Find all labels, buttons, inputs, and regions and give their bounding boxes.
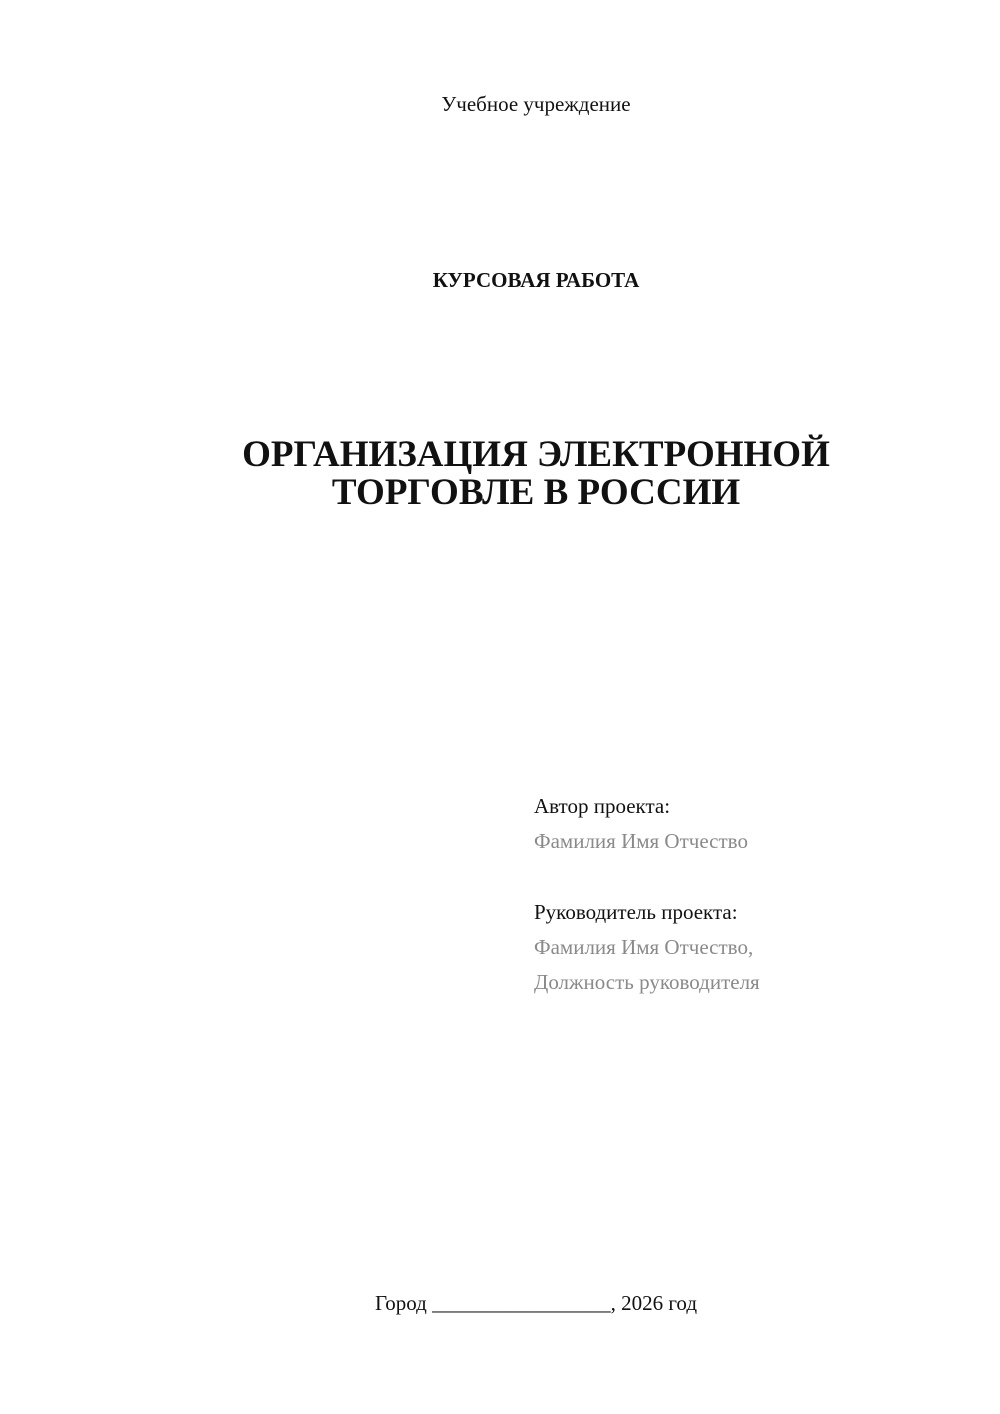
city-blank-line: _________________ xyxy=(432,1291,611,1315)
institution-name: Учебное учреждение xyxy=(441,92,631,116)
city-label: Город xyxy=(374,1291,427,1315)
supervisor-position: Должность руководителя xyxy=(534,970,760,994)
document-title-line-1: ОРГАНИЗАЦИЯ ЭЛЕКТРОННОЙ xyxy=(242,434,830,475)
year-text: , 2026 год xyxy=(610,1291,698,1315)
document-title-line-2: ТОРГОВЛЕ В РОССИИ xyxy=(331,472,741,513)
document-type: КУРСОВАЯ РАБОТА xyxy=(432,268,640,292)
supervisor-name: Фамилия Имя Отчество, xyxy=(534,935,754,959)
project-people-block xyxy=(534,789,974,1000)
document-title xyxy=(0,436,1000,512)
city-year-line xyxy=(0,1291,1000,1316)
spacer xyxy=(534,859,974,895)
author-label: Автор проекта: xyxy=(534,794,671,818)
supervisor-label: Руководитель проекта: xyxy=(534,900,738,924)
author-name: Фамилия Имя Отчество xyxy=(534,829,748,853)
